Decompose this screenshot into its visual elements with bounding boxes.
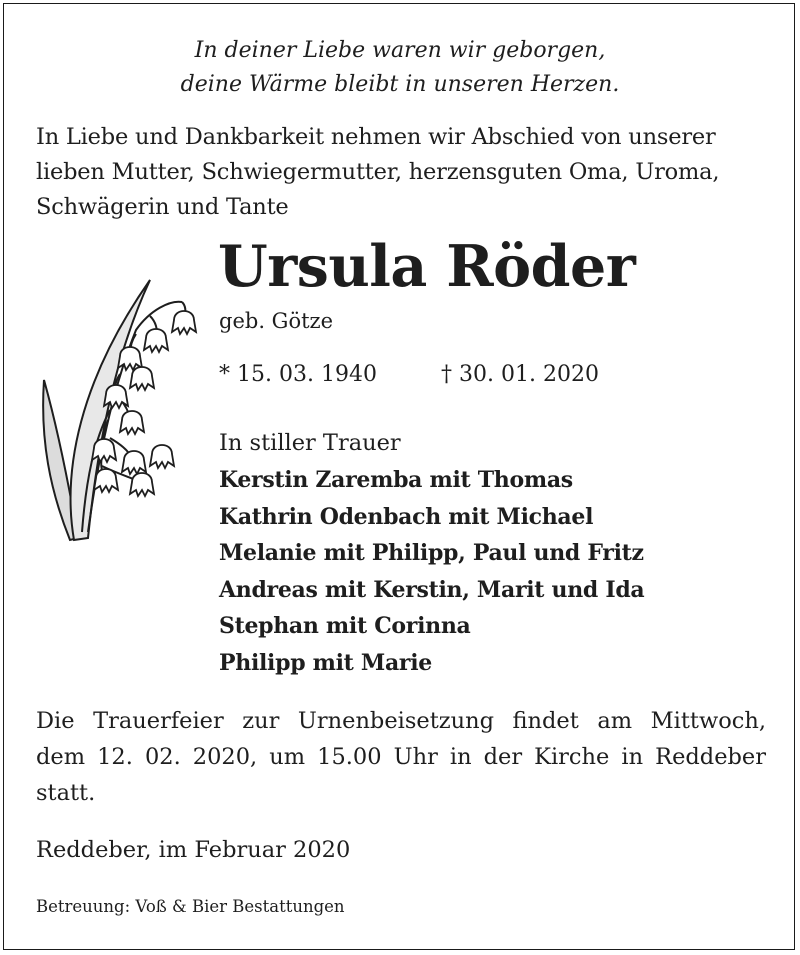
mourner-entry: Stephan mit Corinna [219,613,471,639]
intro-line-2: lieben Mutter, Schwiegermutter, herzensguten Oma, Uroma, [36,159,720,185]
mourner-entry: Kerstin Zaremba mit Thomas [219,467,573,493]
mourner-entry: Kathrin Odenbach mit Michael [219,503,594,530]
poem-line-1: In deiner Liebe waren wir geborgen, [194,38,606,63]
birth-name: geb. Götze [219,309,334,333]
deceased-name: Ursula Röder [218,233,636,300]
mourning-heading: In stiller Trauer [219,430,401,456]
ceremony-line-2: dem 12. 02. 2020, um 15.00 Uhr in der Kirche in Reddeber [36,744,766,770]
mourners-list [219,462,644,681]
mourner-entry: Andreas mit Kerstin, Marit und Ida [219,576,645,603]
birth-date: * 15. 03. 1940 [219,362,377,387]
poem-line-2: deine Wärme bleibt in unseren Herzen. [180,72,620,97]
mourner-entry: Melanie mit Philipp, Paul und Fritz [219,540,644,566]
mourner-entry: Philipp mit Marie [219,649,432,676]
intro-line-1: In Liebe und Dankbarkeit nehmen wir Abschied von unserer [36,124,716,150]
intro-line-3: Schwägerin und Tante [36,194,289,220]
funeral-home-credit: Betreuung: Voß & Bier Bestattungen [36,897,345,916]
ceremony-line-3: statt. [36,780,96,806]
poem [0,34,800,102]
death-date: † 30. 01. 2020 [441,362,599,387]
lily-of-the-valley-icon [40,270,200,545]
ceremony-line-1: Die Trauerfeier zur Urnenbeisetzung findet am Mittwoch, [36,708,766,734]
ceremony-info [36,703,766,811]
intro-text [36,120,774,225]
place-and-date: Reddeber, im Februar 2020 [36,837,351,863]
